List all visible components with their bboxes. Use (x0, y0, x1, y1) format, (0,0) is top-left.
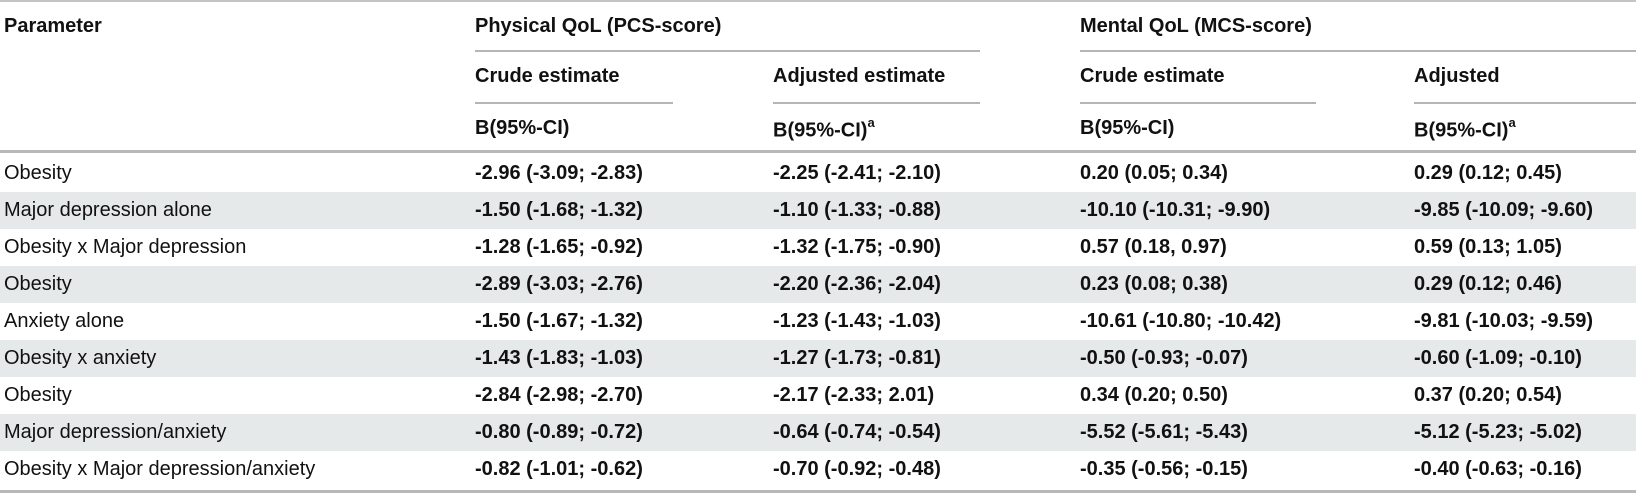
mcs-crude-value: 0.20 (0.05; 0.34) (1080, 162, 1228, 184)
table-row (0, 340, 1636, 377)
pcs-adjusted-value: -0.70 (-0.92; -0.48) (773, 458, 941, 480)
row-label: Obesity (4, 162, 72, 184)
mcs-crude-value: -0.50 (-0.93; -0.07) (1080, 347, 1248, 369)
header-physical-qol: Physical QoL (PCS-score) (475, 15, 722, 37)
header-pcs-adjusted: Adjusted estimate (773, 65, 946, 87)
table-row (0, 155, 1636, 192)
ci-label-pcs-adjusted: $B(95\%-CI)^a$ (773, 115, 875, 142)
footnote-marker: a (1508, 115, 1516, 130)
pcs-crude-value: -1.28 (-1.65; -0.92) (475, 236, 643, 258)
mcs-adjusted-value: 0.37 (0.20; 0.54) (1414, 384, 1562, 406)
row-label: Anxiety alone (4, 310, 125, 332)
table-row (0, 451, 1636, 488)
pcs-crude-value: -2.96 (-3.09; -2.83) (475, 162, 643, 184)
header-bottom-rule (0, 150, 1636, 153)
ci-label-pcs-crude: B(95%-CI) (475, 117, 570, 139)
row-label: Obesity x Major depression (4, 236, 247, 258)
mcs-adjusted-value: -0.40 (-0.63; -0.16) (1414, 458, 1582, 480)
table-bottom-rule (0, 490, 1636, 493)
pcs-crude-rule (475, 102, 673, 104)
header-mental-qol: Mental QoL (MCS-score) (1080, 15, 1312, 37)
ci-label-mcs-adjusted: $B(95\%-CI)^a$ (1414, 115, 1516, 142)
mcs-adjusted-value: -5.12 (-5.23; -5.02) (1414, 421, 1582, 443)
mcs-adjusted-value: 0.29 (0.12; 0.45) (1414, 162, 1562, 184)
pcs-adjusted-value: -1.27 (-1.73; -0.81) (773, 347, 941, 369)
physical-group-rule (475, 50, 980, 52)
row-label: Obesity x Major depression/anxiety (4, 458, 316, 480)
header-mcs-adjusted: Adjusted (1414, 65, 1500, 87)
table-row (0, 229, 1636, 266)
mcs-crude-value: -5.52 (-5.61; -5.43) (1080, 421, 1248, 443)
pcs-adjusted-value: -1.32 (-1.75; -0.90) (773, 236, 941, 258)
pcs-crude-value: -0.82 (-1.01; -0.62) (475, 458, 643, 480)
pcs-adjusted-value: -2.20 (-2.36; -2.04) (773, 273, 941, 295)
pcs-crude-value: -1.50 (-1.68; -1.32) (475, 199, 643, 221)
mcs-crude-value: -10.10 (-10.31; -9.90) (1080, 199, 1271, 221)
mcs-crude-value: 0.23 (0.08; 0.38) (1080, 273, 1228, 295)
mcs-crude-value: 0.57 (0.18, 0.97) (1080, 236, 1227, 258)
row-label: Major depression alone (4, 199, 212, 221)
table-top-rule (0, 0, 1636, 2)
mcs-adjusted-value: -0.60 (-1.09; -0.10) (1414, 347, 1582, 369)
pcs-adjusted-value: -2.25 (-2.41; -2.10) (773, 162, 941, 184)
pcs-adjusted-value: -1.10 (-1.33; -0.88) (773, 199, 941, 221)
mcs-crude-value: -0.35 (-0.56; -0.15) (1080, 458, 1248, 480)
pcs-crude-value: -1.43 (-1.83; -1.03) (475, 347, 643, 369)
pcs-adjusted-value: -0.64 (-0.74; -0.54) (773, 421, 941, 443)
table-row (0, 377, 1636, 414)
pcs-adjusted-rule (773, 102, 980, 104)
mcs-crude-rule (1080, 102, 1316, 104)
mcs-crude-value: -10.61 (-10.80; -10.42) (1080, 310, 1282, 332)
pcs-adjusted-value: -1.23 (-1.43; -1.03) (773, 310, 941, 332)
pcs-crude-value: -1.50 (-1.67; -1.32) (475, 310, 643, 332)
pcs-crude-value: -0.80 (-0.89; -0.72) (475, 421, 643, 443)
header-mcs-crude: Crude estimate (1080, 65, 1225, 87)
footnote-marker: a (867, 115, 875, 130)
row-label: Obesity x anxiety (4, 347, 157, 369)
row-label: Obesity (4, 273, 72, 295)
ci-label-mcs-crude: B(95%-CI) (1080, 117, 1175, 139)
mcs-adjusted-rule (1414, 102, 1636, 104)
pcs-crude-value: -2.84 (-2.98; -2.70) (475, 384, 643, 406)
pcs-crude-value: -2.89 (-3.03; -2.76) (475, 273, 643, 295)
header-pcs-crude: Crude estimate (475, 65, 620, 87)
table-row (0, 414, 1636, 451)
pcs-adjusted-value: -2.17 (-2.33; 2.01) (773, 384, 935, 406)
mcs-adjusted-value: -9.85 (-10.09; -9.60) (1414, 199, 1593, 221)
table-row (0, 266, 1636, 303)
mcs-adjusted-value: -9.81 (-10.03; -9.59) (1414, 310, 1593, 332)
mcs-adjusted-value: 0.59 (0.13; 1.05) (1414, 236, 1562, 258)
table-row (0, 303, 1636, 340)
header-parameter: Parameter (4, 15, 102, 37)
row-label: Major depression/anxiety (4, 421, 227, 443)
mental-group-rule (1080, 50, 1636, 52)
mcs-adjusted-value: 0.29 (0.12; 0.46) (1414, 273, 1562, 295)
row-label: Obesity (4, 384, 72, 406)
table-row (0, 192, 1636, 229)
mcs-crude-value: 0.34 (0.20; 0.50) (1080, 384, 1228, 406)
